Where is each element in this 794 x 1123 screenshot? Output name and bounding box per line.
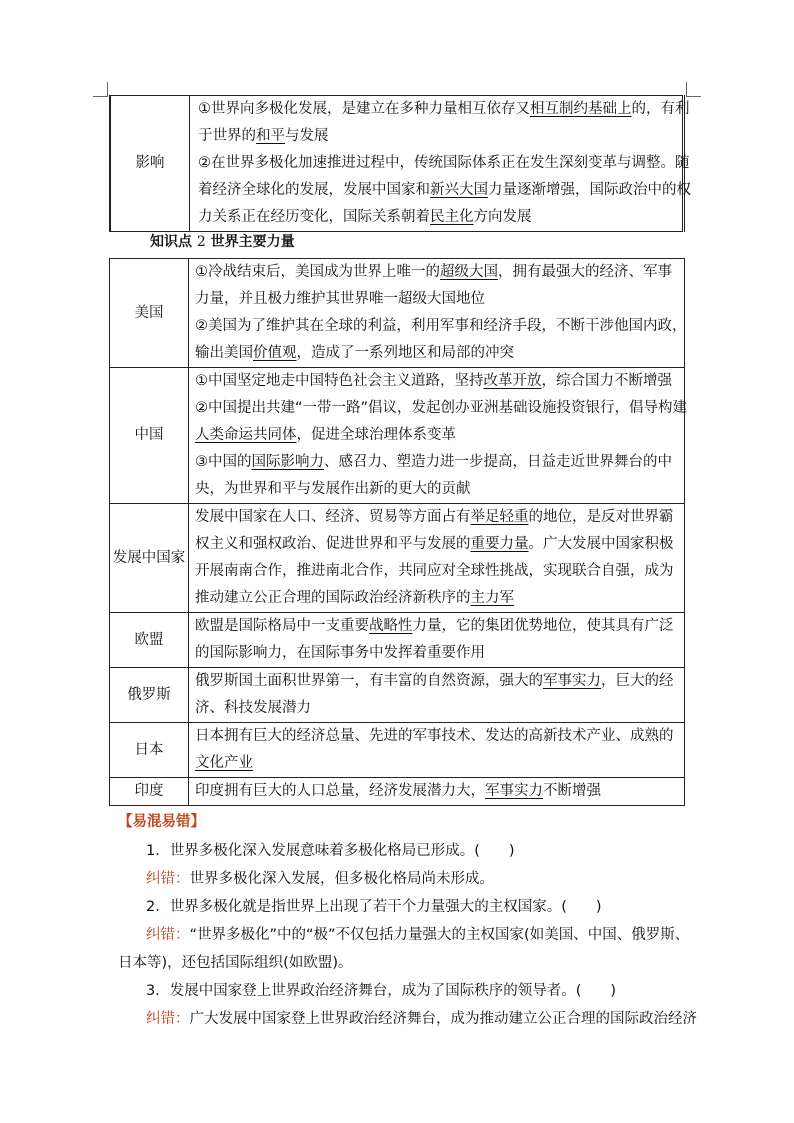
mistake-correction [146,1009,697,1029]
key-term: 新兴大国 [430,182,488,198]
content-line [195,695,678,722]
row-heading: 俄罗斯 [110,668,189,723]
content-line [198,123,676,150]
text-segment: 于世界的 [198,128,256,144]
row-heading: 中国 [110,368,189,504]
row-content [190,96,691,232]
text-segment: ，综合国力不断增强 [541,373,672,389]
mistake-question: 1．世界多极化深入发展意味着多极化格局已形成。( ) [146,843,515,859]
text-segment: ①世界向多极化发展，是建立在多种力量相互依存又 [198,101,530,117]
key-term: 人类命运共同体 [195,427,297,443]
content-line [195,723,678,750]
content-line [195,558,678,585]
text-segment: 力量，并且极力维护其世界唯一超级大国地位 [195,291,485,307]
correction-label: 纠错： [146,871,190,887]
text-segment: 力关系正在经历变化，国际关系朝着 [198,209,430,225]
text-segment: 方向发展 [473,209,532,225]
correction-text: 广大发展中国家登上世界政治经济舞台，成为推动建立公正合理的国际政治经济 [189,1011,697,1027]
correction-label: 纠错： [146,1011,190,1027]
crop-mark-top-right [686,82,701,97]
content-line [198,96,690,123]
key-term: 民主化 [430,209,474,225]
row-heading: 影响 [110,96,190,232]
mistakes-title: 【易混易错】 [118,814,205,830]
table-row [110,504,685,613]
text-segment: ，巨大的经 [601,673,674,689]
key-term: 改革开放 [483,373,542,389]
text-segment: ②在世界多极化加速推进过程中，传统国际体系正在发生深刻变革与调整。随 [198,155,690,171]
table-row [110,259,685,368]
world-powers-table [109,258,688,806]
table-row [110,723,685,778]
content-line [195,668,678,695]
row-content [189,368,688,504]
text-segment: 欧盟是国际格局中一支重要 [195,618,369,634]
content-line [195,640,678,667]
knowledge-point-number: 2 [196,234,206,250]
correction-label: 纠错： [146,927,190,943]
content-line [195,778,678,805]
content-line [198,177,691,204]
text-segment: 开展南南合作，推进南北合作，共同应对全球性挑战，实现联合自强，成为 [195,563,674,579]
key-term: 文化产业 [195,755,253,771]
mistake-correction [118,953,352,973]
text-segment: 的，有利 [631,101,690,117]
content-line [198,204,676,231]
knowledge-point-heading [150,232,295,252]
text-segment: 力量逐渐增强，国际政治中的权 [488,182,691,198]
key-term: 和平 [256,128,285,144]
mistake-correction [146,925,689,945]
text-segment: 央，为世界和平与发展作出新的更大的贡献 [195,481,471,497]
text-segment: ，拥有最强大的经济、军事 [498,264,672,280]
text-segment: ①中国坚定地走中国特色社会主义道路，坚持 [195,373,484,389]
correction-text: “世界多极化”中的“极”不仅包括力量强大的主权国家(如美国、中国、俄罗斯、 [189,927,690,943]
influence-table [109,95,691,232]
key-term: 相互制约基础上 [530,101,632,117]
content-line [195,368,678,395]
content-line [195,313,687,340]
text-segment: 、感召力、塑造力进一步提高，日益走近世界舞台的中 [324,454,672,470]
text-segment: 俄罗斯国土面积世界第一，有丰富的自然资源，强大的 [195,673,543,689]
row-heading: 日本 [110,723,189,778]
content-line [195,340,678,367]
content-line [195,531,678,558]
key-term: 战略性 [369,618,413,634]
table-row [110,613,685,668]
content-line [195,504,678,531]
text-segment: 不断增强 [543,783,601,799]
content-line [195,476,678,503]
content-line [195,585,678,612]
content-line [195,286,678,313]
row-content [189,504,685,613]
mistake-question: 2．世界多极化就是指世界上出现了若干个力量强大的主权国家。( ) [146,899,602,915]
text-segment: ，造成了一系列地区和局部的冲突 [296,345,514,361]
text-segment: 权主义和强权政治、促进世界和平与发展的 [195,536,471,552]
content-line [195,395,688,422]
row-heading: 印度 [110,778,189,806]
key-term: 重要力量 [470,536,529,552]
table-row [110,96,684,232]
table-row [110,778,685,806]
text-segment: ，促进全球治理体系变革 [296,427,456,443]
key-term: 举足轻重 [470,509,529,525]
mistake-correction [146,869,494,889]
correction-text: 日本等)，还包括国际组织(如欧盟)。 [118,955,353,971]
content-line [195,449,678,476]
key-term: 国际影响力 [251,454,324,470]
text-segment: 的地位，是反对世界霸 [528,509,674,525]
text-segment: 印度拥有巨大的人口总量，经济发展潜力大， [195,783,485,799]
text-segment: ②中国提出共建“一带一路”倡议，发起创办亚洲基础设施投资银行，倡导构建 [195,400,688,416]
row-heading: 美国 [110,259,189,368]
key-term: 超级大国 [440,264,498,280]
table-row [110,668,685,723]
text-segment: 推动建立公正合理的国际政治经济新秩序的 [195,590,471,606]
crop-mark-top-left [93,82,108,97]
content-line [198,150,690,177]
row-content [189,723,685,778]
content-line [195,259,678,286]
table-row [110,368,685,504]
knowledge-point-label: 知识点 [150,234,192,250]
row-content [189,668,685,723]
text-segment: 与发展 [285,128,329,144]
row-content [189,613,685,668]
text-segment: 力量，它的集团优势地位，使其具有广泛 [412,618,674,634]
row-content [189,778,685,806]
key-term: 军事实力 [485,783,543,799]
row-heading: 欧盟 [110,613,189,668]
correction-text: 世界多极化深入发展，但多极化格局尚未形成。 [189,871,494,887]
text-segment: 的国际影响力，在国际事务中发挥着重要作用 [195,645,485,661]
key-term: 主力军 [470,590,514,606]
text-segment: 日本拥有巨大的经济总量、先进的军事技术、发达的高新技术产业、成熟的 [195,728,674,744]
text-segment: 。广大发展中国家积极 [528,536,674,552]
key-term: 价值观 [253,345,297,361]
text-segment: ②美国为了维护其在全球的利益，利用军事和经济手段，不断干涉他国内政， [195,318,687,334]
content-line [195,750,678,777]
text-segment: ③中国的 [195,454,252,470]
knowledge-point-title: 世界主要力量 [210,234,295,250]
text-segment: 济、科技发展潜力 [195,700,311,716]
text-segment: 着经济全球化的发展，发展中国家和 [198,182,430,198]
text-segment: 输出美国 [195,345,253,361]
content-line [195,613,678,640]
text-segment: ①冷战结束后，美国成为世界上唯一的 [195,264,440,280]
text-segment: 发展中国家在人口、经济、贸易等方面占有 [195,509,471,525]
row-content [189,259,685,368]
mistake-question: 3．发展中国家登上世界政治经济舞台，成为了国际秩序的领导者。( ) [146,983,617,999]
key-term: 军事实力 [543,673,601,689]
content-line [195,422,678,449]
row-heading: 发展中国家 [110,504,189,613]
